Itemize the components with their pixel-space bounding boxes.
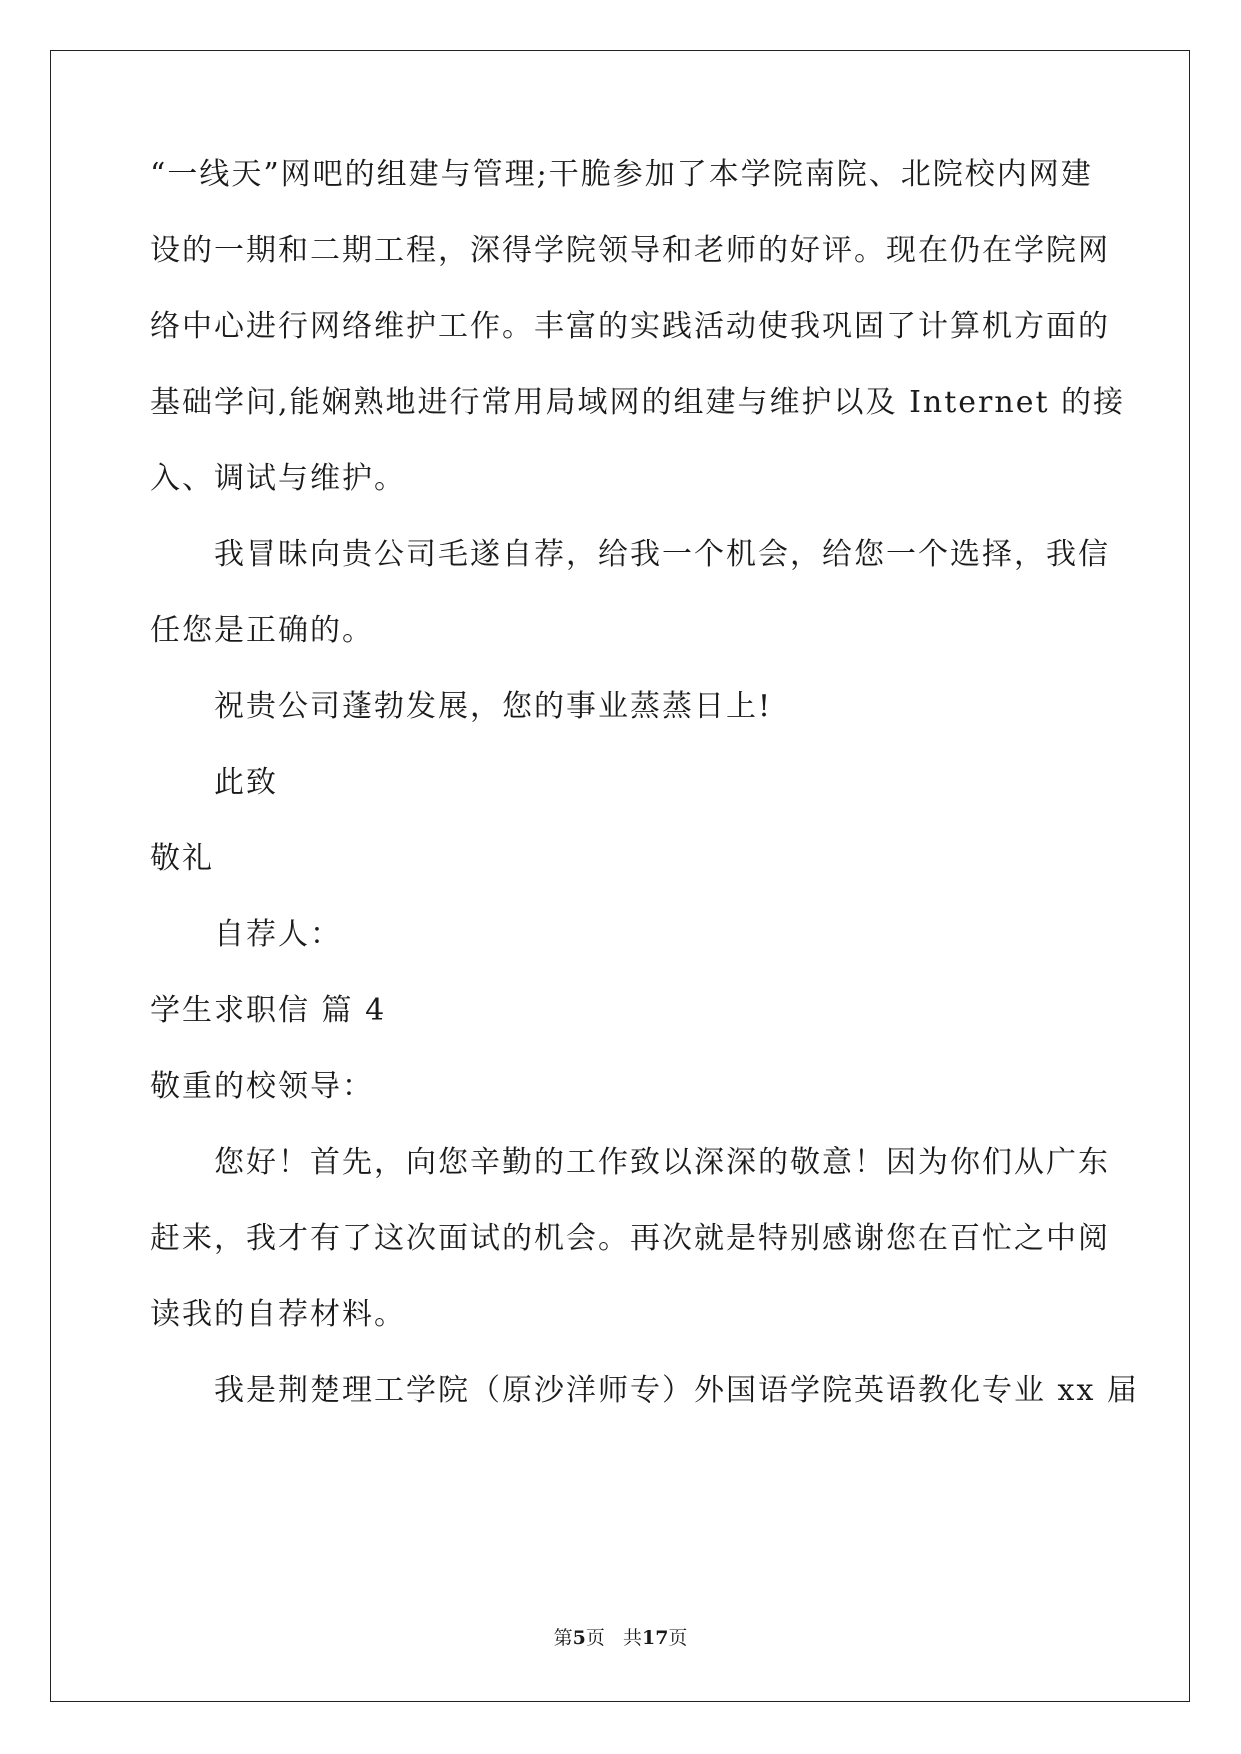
total-prefix: 共: [622, 1627, 642, 1649]
text-line: 基础学问,能娴熟地进行常用局域网的组建与维护以及 Internet 的接: [150, 385, 1126, 420]
page-footer: [0, 1626, 1241, 1650]
text-line: 敬礼: [150, 841, 214, 876]
page-prefix: 第: [553, 1627, 573, 1649]
text-line: 您好！首先，向您辛勤的工作致以深深的敬意！因为你们从广东: [214, 1145, 1110, 1180]
page-border: [50, 50, 1190, 1702]
text-line: 读我的自荐材料。: [150, 1297, 406, 1332]
text-line: “一线天”网吧的组建与管理;干脆参加了本学院南院、北院校内网建: [150, 157, 1093, 192]
text-line: 祝贵公司蓬勃发展，您的事业蒸蒸日上!: [214, 689, 773, 724]
section-heading: 学生求职信 篇 4: [150, 993, 387, 1028]
text-line: 我冒昧向贵公司毛遂自荐，给我一个机会，给您一个选择，我信: [214, 537, 1110, 572]
text-line: 任您是正确的。: [150, 613, 374, 648]
total-suffix: 页: [668, 1627, 688, 1649]
text-line: 敬重的校领导：: [150, 1069, 374, 1104]
text-line: 此致: [214, 765, 278, 800]
text-line: 自荐人：: [214, 917, 342, 952]
text-line: 设的一期和二期工程，深得学院领导和老师的好评。现在仍在学院网: [150, 233, 1110, 268]
text-line: 络中心进行网络维护工作。丰富的实践活动使我巩固了计算机方面的: [150, 309, 1110, 344]
text-line: 入、调试与维护。: [150, 461, 406, 496]
total-pages: 17: [641, 1627, 669, 1649]
page-suffix: 页: [585, 1627, 605, 1649]
text-line: 我是荆楚理工学院（原沙洋师专）外国语学院英语教化专业 xx 届: [214, 1373, 1139, 1408]
text-line: 赶来，我才有了这次面试的机会。再次就是特别感谢您在百忙之中阅: [150, 1221, 1110, 1256]
page-number: 5: [572, 1627, 586, 1649]
